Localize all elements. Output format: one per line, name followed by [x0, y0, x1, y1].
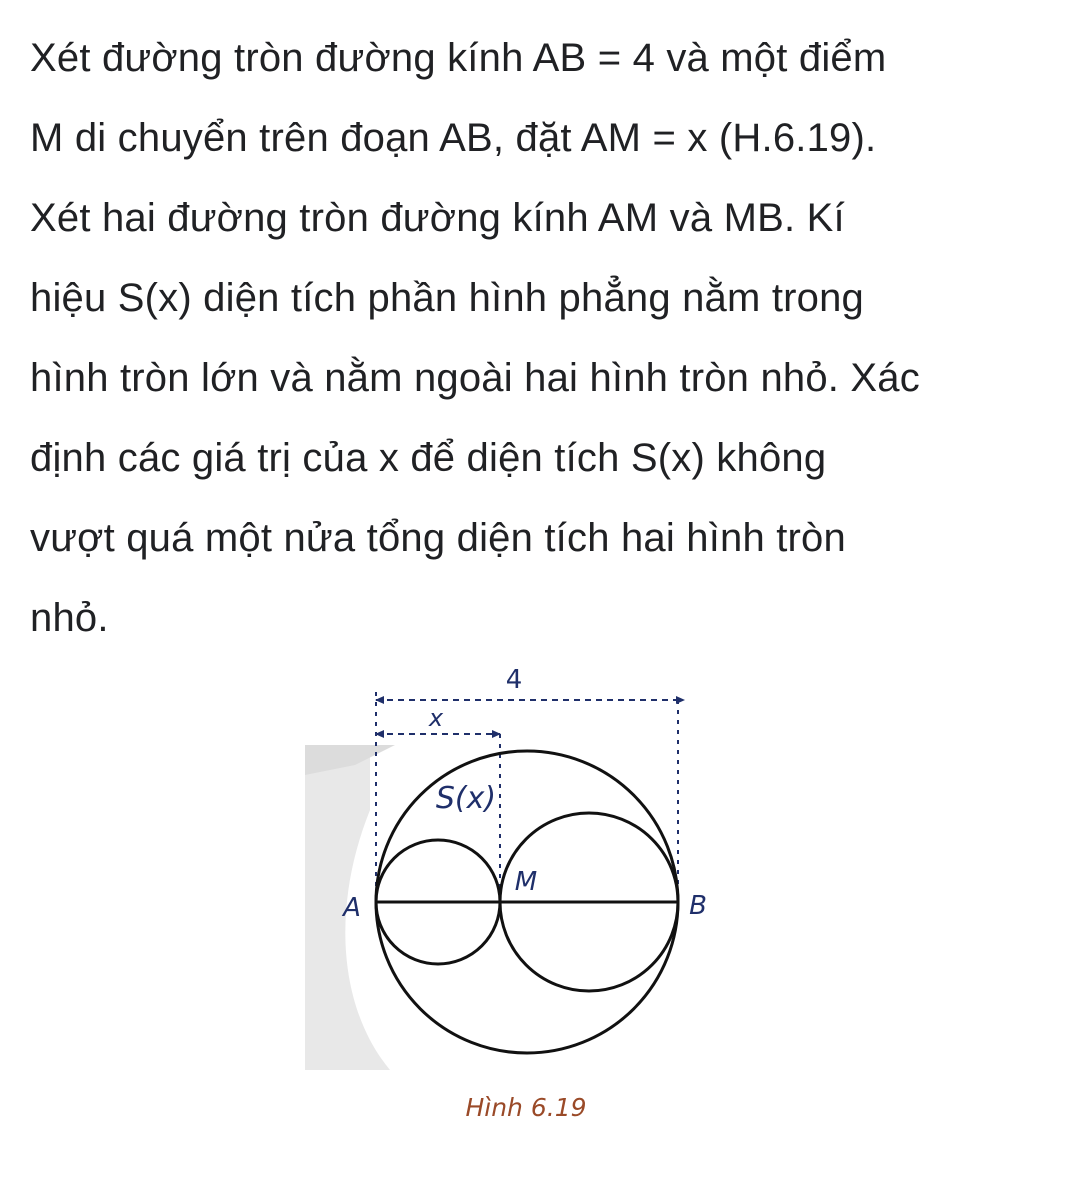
geometry-figure — [300, 650, 720, 1130]
problem-line: Xét đường tròn đường kính AB = 4 và một điểm — [30, 36, 887, 80]
problem-line: M di chuyển trên đoạn AB, đặt AM = x (H.6.19). — [30, 116, 877, 160]
problem-line: nhỏ. — [30, 596, 109, 640]
problem-statement — [30, 18, 1070, 658]
figure-caption: Hình 6.19 — [465, 1093, 587, 1122]
problem-line: hình tròn lớn và nằm ngoài hai hình tròn nhỏ. Xác — [30, 356, 920, 400]
problem-line: vượt quá một nửa tổng diện tích hai hình tròn — [30, 516, 846, 560]
problem-line: hiệu S(x) diện tích phần hình phẳng nằm trong — [30, 276, 864, 320]
point-label-m: M — [514, 867, 538, 897]
region-label-sx: S(x) — [435, 781, 497, 816]
dimension-label-am: x — [428, 704, 444, 732]
point-label-a: A — [343, 893, 361, 923]
problem-line: định các giá trị của x để diện tích S(x) không — [30, 436, 827, 480]
point-label-b: B — [689, 891, 707, 921]
dimension-label-ab: 4 — [505, 665, 523, 695]
problem-line: Xét hai đường tròn đường kính AM và MB. Kí — [30, 196, 845, 240]
